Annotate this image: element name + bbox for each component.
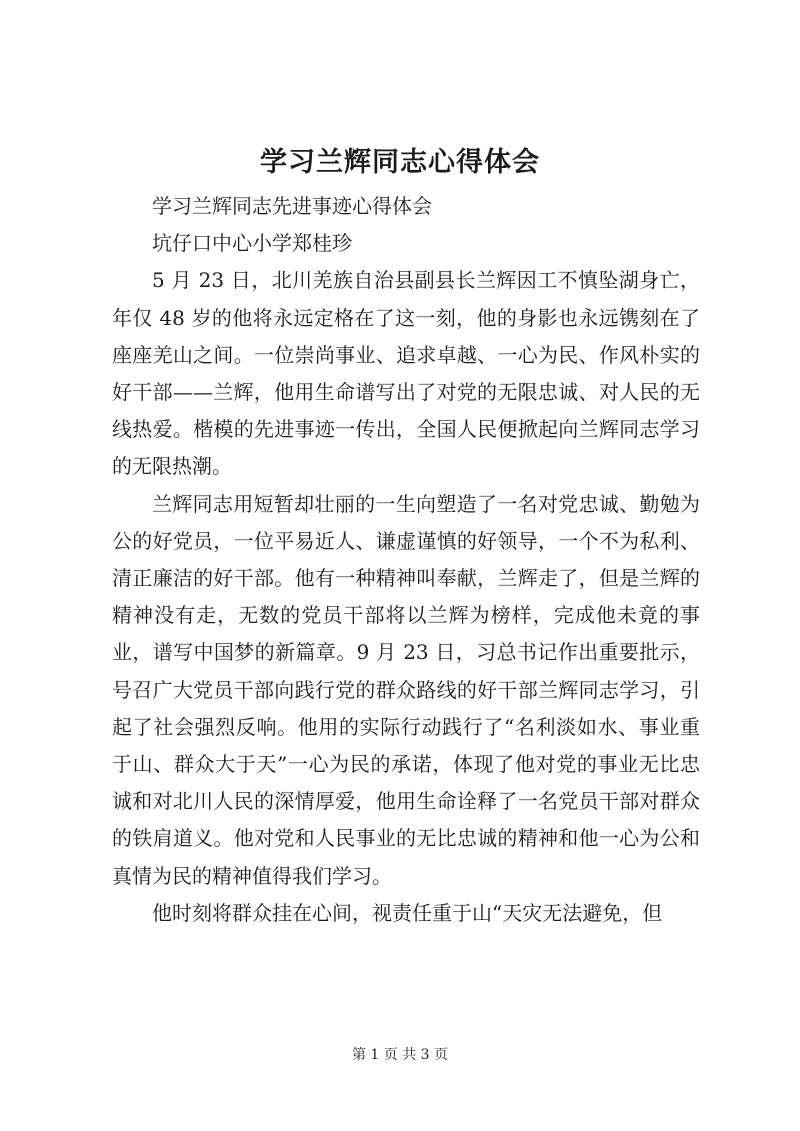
subtitle-line: 学习兰辉同志先进事迹心得体会 bbox=[152, 194, 432, 218]
page-title: 学习兰辉同志心得体会 bbox=[260, 147, 540, 178]
author-line: 坑仔口中心小学郑桂珍 bbox=[152, 231, 352, 256]
paragraph-1: 5 月 23 日，北川羌族自治县副县长兰辉因工不慎坠湖身亡，年仅 48 岁的他将永远定格在了这一刻，他的身影也永远镌刻在了座座羌山之间。一位崇尚事业、追求卓越、一心为民、作风朴实的好干部——兰辉，他用生命谱写出了对党的无限忠诚、对人民的无线热爱。楷模的先进事迹一传出，全国人民便掀起向兰辉同志学习的无限热潮。 bbox=[112, 268, 700, 479]
page-footer: 第 1 页 共 3 页 bbox=[351, 1047, 449, 1063]
document-body bbox=[112, 188, 700, 932]
paragraph-3: 他时刻将群众挂在心间，视责任重于山“天灾无法避免，但 bbox=[152, 900, 663, 925]
paragraph-2: 兰辉同志用短暂却壮丽的一生向塑造了一名对党忠诚、勤勉为公的好党员，一位平易近人、谦虚谨慎的好领导，一个不为私利、清正廉洁的好干部。他有一种精神叫奉献，兰辉走了，但是兰辉的精神没有走，无数的党员干部将以兰辉为榜样，完成他未竟的事业，谱写中国梦的新篇章。9 月 23 日，习总书记作出重要批示，号召广大党员干部向践行党的群众路线的好干部兰辉同志学习，引起了社会强烈反响。他用的实际行动践行了“名利淡如水、事业重于山、群众大于天”一心为民的承诺，体现了他对党的事业无比忠诚和对北川人民的深情厚爱，他用生命诠释了一名党员干部对群众的铁肩道义。他对党和人民事业的无比忠诚的精神和他一心为公和真情为民的精神值得我们学习。 bbox=[112, 491, 700, 888]
